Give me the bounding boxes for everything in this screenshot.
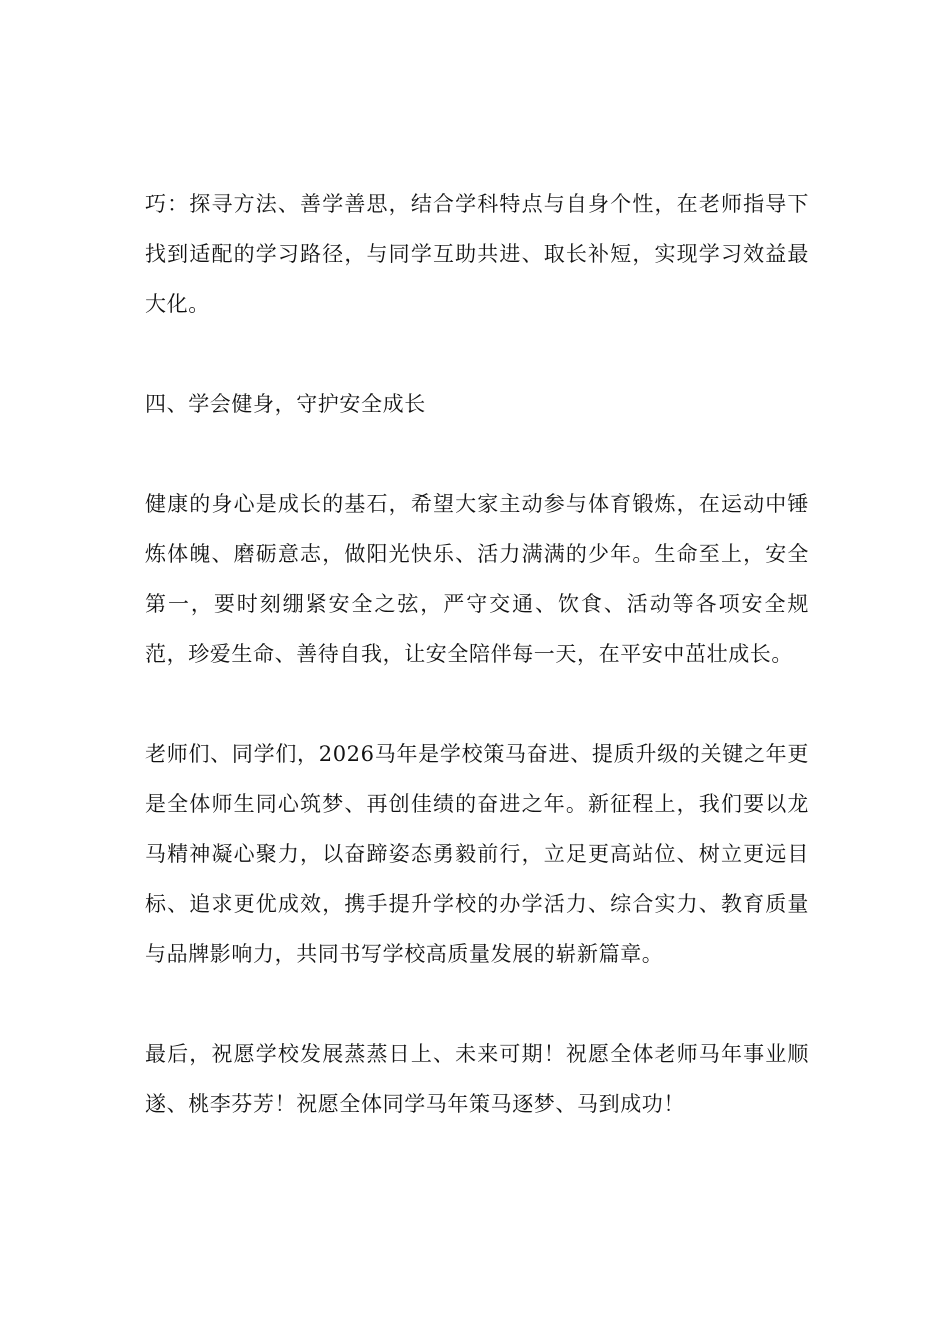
paragraph-health-safety: 健康的身心是成长的基石，希望大家主动参与体育锻炼，在运动中锤炼体魄、磨砺意志，做阳光快乐、活力满满的少年。生命至上，安全第一，要时刻绷紧安全之弦，严守交通、饮食、活动等各项安全规范，珍爱生命、善待自我，让安全陪伴每一天，在平安中茁壮成长。 <box>145 492 809 666</box>
paragraph-study-method: 巧：探寻方法、善学善思，结合学科特点与自身个性，在老师指导下找到适配的学习路径，与同学互助共进、取长补短，实现学习效益最大化。 <box>145 192 809 316</box>
paragraph-gap <box>145 329 809 379</box>
paragraph-gap <box>145 679 809 729</box>
section-heading-fitness: 四、学会健身，守护安全成长 <box>145 392 426 416</box>
paragraph-new-year-goals: 老师们、同学们，2026马年是学校策马奋进、提质升级的关键之年更是全体师生同心筑梦、再创佳绩的奋进之年。新征程上，我们要以龙马精神凝心聚力，以奋蹄姿态勇毅前行，立足更高站位、树立更远目标、追求更优成效，携手提升学校的办学活力、综合实力、教育质量与品牌影响力，共同书写学校高质量发展的崭新篇章。 <box>145 742 809 966</box>
paragraph-gap <box>145 979 809 1029</box>
paragraph-closing-wishes: 最后，祝愿学校发展蒸蒸日上、未来可期！祝愿全体老师马年事业顺遂、桃李芬芳！祝愿全体同学马年策马逐梦、马到成功！ <box>145 1042 809 1116</box>
paragraph-gap <box>145 429 809 479</box>
document-body <box>145 179 809 1129</box>
